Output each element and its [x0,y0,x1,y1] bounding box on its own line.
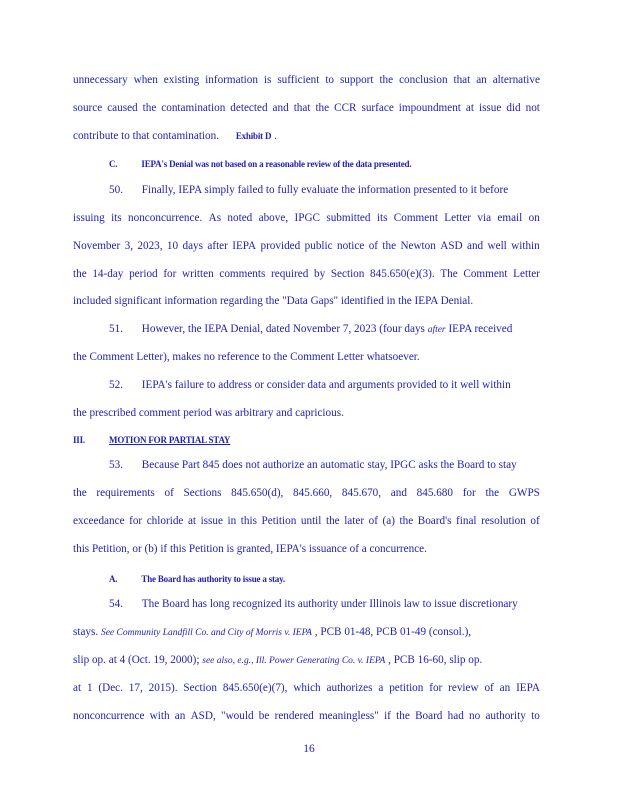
page-number: 16 [303,743,315,755]
para-51-first-line: 51. However, the IEPA Denial, dated November 7, 2023 (four days after IEPA received [109,323,513,335]
text-line-para54-2: stays. See Community Landfill Co. and City of Morris v. IEPA , PCB 01-48, PCB 01-49 (consol.), [73,626,472,638]
para-50-first-line: 50. Finally, IEPA simply failed to fully evaluate the information presented to it before [109,184,509,196]
para-52-first-line: 52. IEPA's failure to address or consider data and arguments provided to it well within [109,379,511,391]
text-line-para54-4: at 1 (Dec. 17, 2015). Section 845.650(e)(7), which authorizes a petition for review of an IEPA [73,682,540,694]
text-line-para51-2: the Comment Letter), makes no reference to the Comment Letter whatsoever. [73,351,420,363]
exhibit-reference: Exhibit D [235,131,272,141]
text-line-para52-2: the prescribed comment period was arbitrary and capricious. [73,407,344,419]
text-line-para53-2: the requirements of Sections 845.650(d), 845.660, 845.670, and 845.680 for the GWPS [73,487,540,499]
text-line-para50-2: issuing its nonconcurrence. As noted above, IPGC submitted its Comment Letter via email on [73,212,540,224]
text-line-1: unnecessary when existing information is sufficient to support the conclusion that an alternative [73,74,540,86]
heading-a: A. The Board has authority to issue a stay. [109,574,285,584]
text-line-para50-5: included significant information regarding the "Data Gaps" identified in the IEPA Denial. [73,295,474,307]
text-line-para54-5: nonconcurrence with an ASD, "would be rendered meaningless" if the Board had no authority to [73,710,540,722]
heading-iii: III. MOTION FOR PARTIAL STAY [73,435,231,445]
text-line-3: contribute to that contamination. Exhibit D . [73,130,277,142]
text-line-para54-3: slip op. at 4 (Oct. 19, 2000); see also, e.g., Ill. Power Generating Co. v. IEPA , PCB 16-60, slip op. [73,654,483,666]
text-line-para53-3: exceedance for chloride at issue in this Petition until the later of (a) the Board's final resolution of [73,515,540,527]
text-line-para50-4: the 14-day period for written comments required by Section 845.650(e)(3). The Comment Letter [73,268,540,280]
text-line-para50-3: November 3, 2023, 10 days after IEPA provided public notice of the Newton ASD and well within [73,240,540,252]
para-54-first-line: 54. The Board has long recognized its authority under Illinois law to issue discretionary [109,598,518,610]
text-line-para53-4: this Petition, or (b) if this Petition is granted, IEPA's issuance of a concurrence. [73,543,427,555]
text-line-2: source caused the contamination detected and that the CCR surface impoundment at issue did not [73,102,540,114]
para-53-first-line: 53. Because Part 845 does not authorize an automatic stay, IPGC asks the Board to stay [109,459,517,471]
heading-c: C. IEPA's Denial was not based on a reasonable review of the data presented. [109,159,412,169]
